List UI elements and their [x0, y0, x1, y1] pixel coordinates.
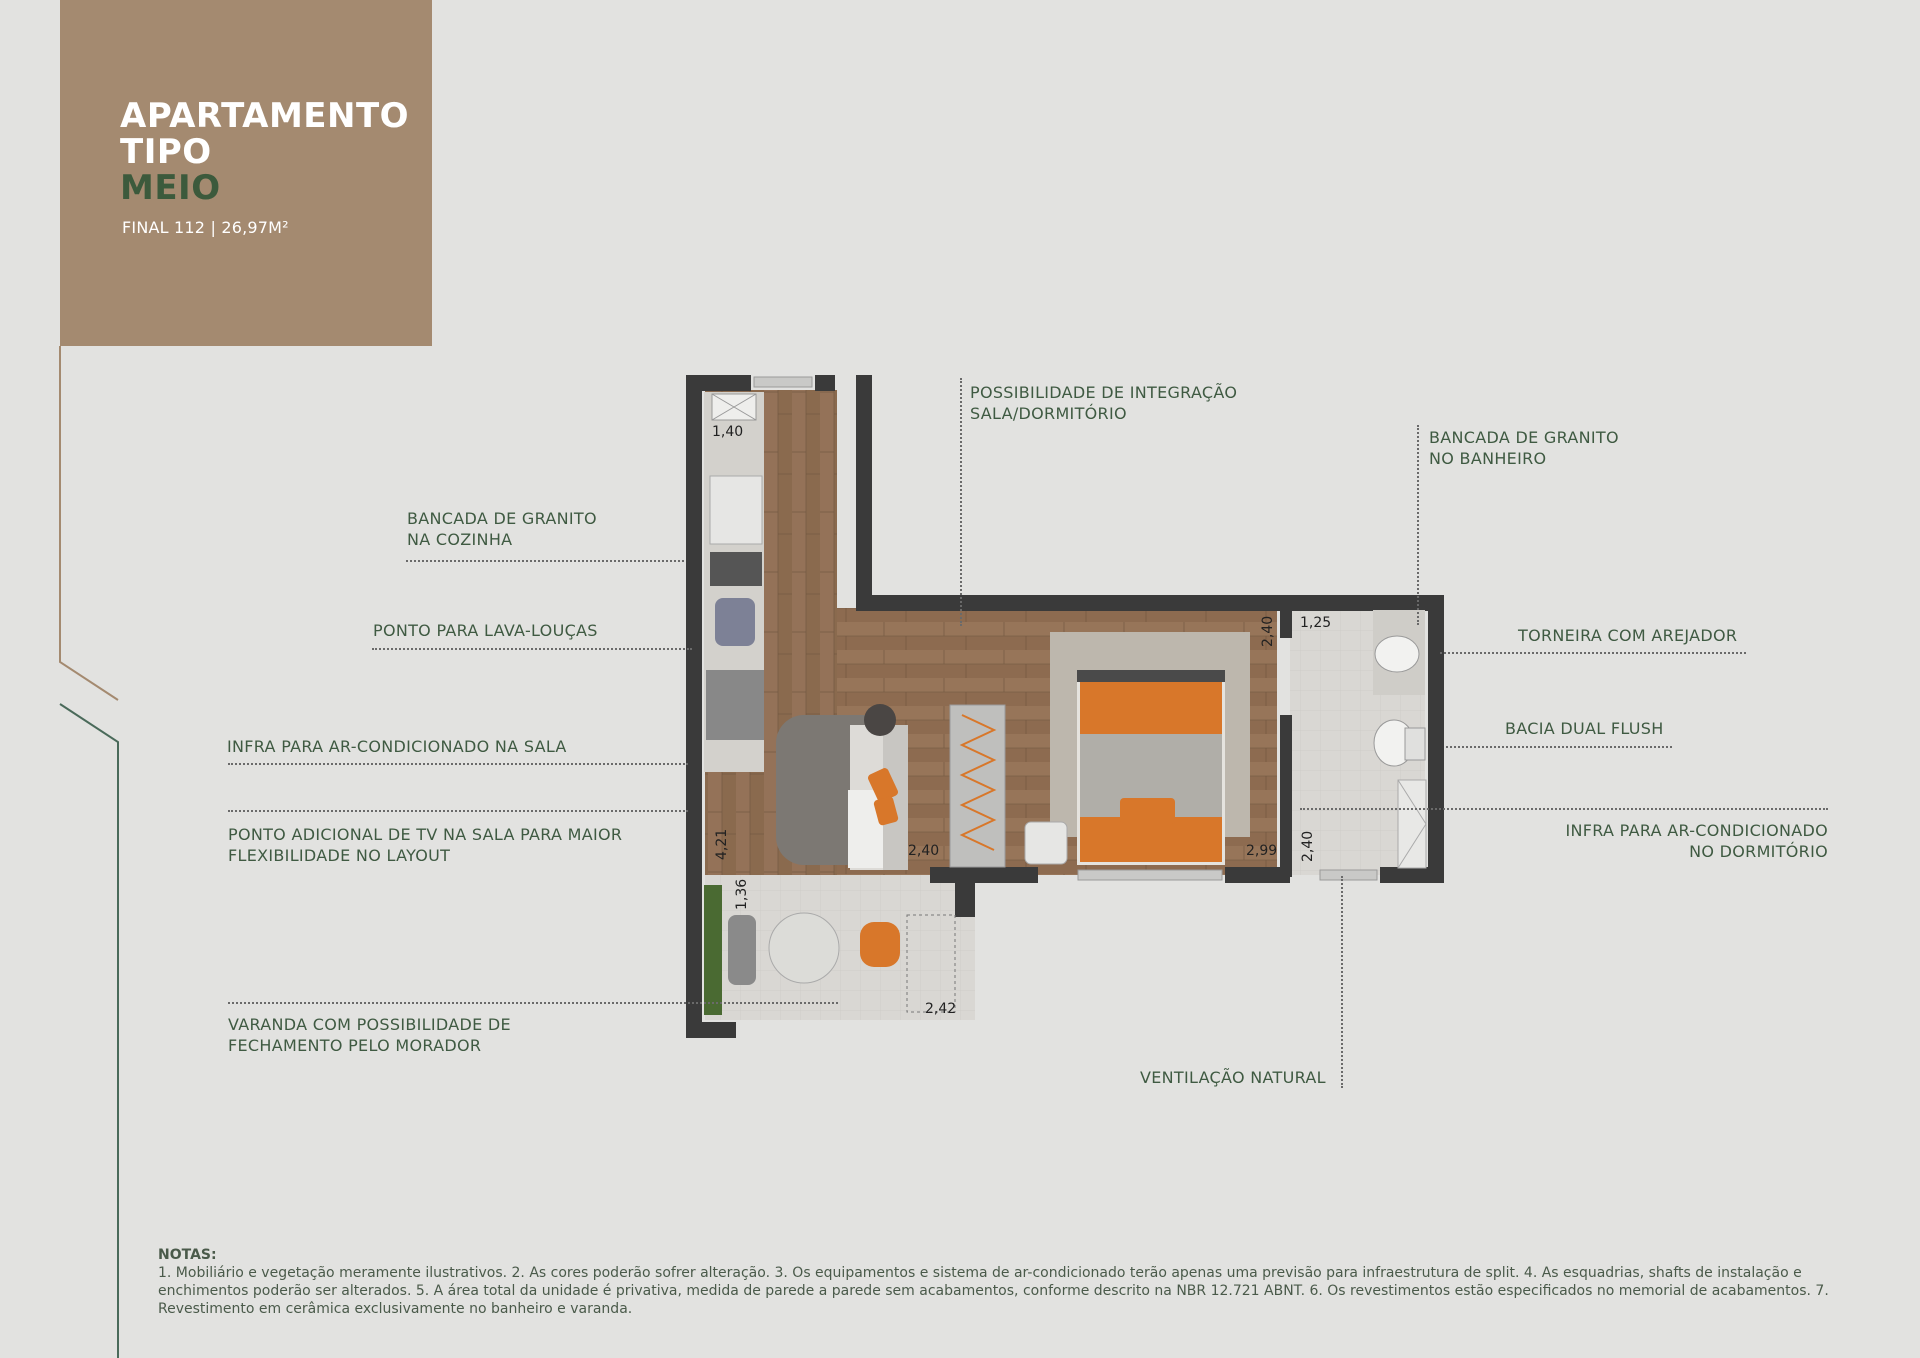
nightstand [1025, 822, 1067, 864]
leader-varanda [228, 1002, 838, 1004]
notes-heading: NOTAS: [158, 1247, 217, 1263]
callout-lava-loucas: PONTO PARA LAVA-LOUÇAS [373, 621, 598, 640]
callout-ar-dormitorio: INFRA PARA AR-CONDICIONADO NO DORMITÓRIO [1565, 821, 1828, 861]
callout-ar-sala: INFRA PARA AR-CONDICIONADO NA SALA [227, 737, 567, 756]
dim-balcony-depth: 1,36 [734, 878, 750, 910]
leader-ponto-tv [228, 810, 688, 812]
leader-bacia [1446, 746, 1672, 748]
leader-integracao [960, 378, 962, 626]
callout-varanda: VARANDA COM POSSIBILIDADE DE FECHAMENTO PELO MORADOR [228, 1015, 511, 1055]
callout-integracao: POSSIBILIDADE DE INTEGRAÇÃO SALA/DORMITÓRIO [970, 383, 1238, 423]
kitchen-window [754, 377, 812, 387]
leader-bancada-banheiro [1417, 425, 1419, 625]
title-panel [60, 0, 432, 346]
leader-bancada-cozinha [406, 560, 684, 562]
planter [704, 885, 722, 1015]
floor-plan [680, 370, 1450, 1040]
leader-torneira [1440, 652, 1746, 654]
title-line-tipo: TIPO [120, 132, 212, 172]
title-line-apartamento: APARTAMENTO [120, 96, 410, 136]
dim-bath-top: 1,25 [1300, 615, 1332, 631]
side-table [864, 704, 896, 736]
leader-ventilacao [1341, 876, 1343, 1088]
callout-ponto-tv: PONTO ADICIONAL DE TV NA SALA PARA MAIOR FLEXIBILIDADE NO LAYOUT [228, 825, 623, 865]
unit-subtitle: FINAL 112 | 26,97M² [122, 218, 289, 237]
callout-bancada-banheiro: BANCADA DE GRANITO NO BANHEIRO [1429, 428, 1619, 468]
bedroom-window [1078, 870, 1222, 880]
notes [158, 1246, 1878, 1318]
leader-ar-dormitorio [1300, 808, 1828, 810]
wardrobe [950, 705, 1005, 867]
kitchen-counter [704, 392, 764, 772]
bath-window [1320, 870, 1377, 880]
dim-living-width: 2,40 [908, 843, 940, 859]
callout-bancada-cozinha: BANCADA DE GRANITO NA COZINHA [407, 509, 597, 549]
dim-balcony-width: 2,42 [925, 1001, 957, 1017]
callout-ventilacao: VENTILAÇÃO NATURAL [1140, 1068, 1326, 1087]
sofa [848, 725, 908, 870]
leader-lava-loucas [372, 648, 692, 650]
dim-bedroom-depth: 2,40 [1260, 615, 1276, 647]
title-line-meio: MEIO [120, 168, 221, 208]
notes-body: 1. Mobiliário e vegetação meramente ilustrativos. 2. As cores poderão sofrer alteração. 3. Os equipamentos e sistema de ar-condicionado terão apenas uma previsão para infraestrutura de split. 4. As esquadrias, shafts de instalação e enchimentos poderão ser alterados. 5. A área total da unidade é privativa, medida de parede a parede sem acabamentos, conforme descrito na NBR 12.721 ABNT. 6. Os revestimentos estão especificados no memorial de acabamentos. 7. Revestimento em cerâmica exclusivamente no banheiro e varanda. [158, 1265, 1829, 1317]
dim-bedroom-width: 2,99 [1246, 843, 1278, 859]
callout-bacia: BACIA DUAL FLUSH [1505, 719, 1664, 738]
dim-bath-depth: 2,40 [1300, 830, 1316, 862]
callout-torneira: TORNEIRA COM AREJADOR [1518, 626, 1738, 645]
bed [1077, 670, 1225, 865]
leader-ar-sala [228, 763, 688, 765]
dim-living-depth: 4,21 [714, 828, 730, 860]
dim-kitchen-top: 1,40 [712, 424, 744, 440]
